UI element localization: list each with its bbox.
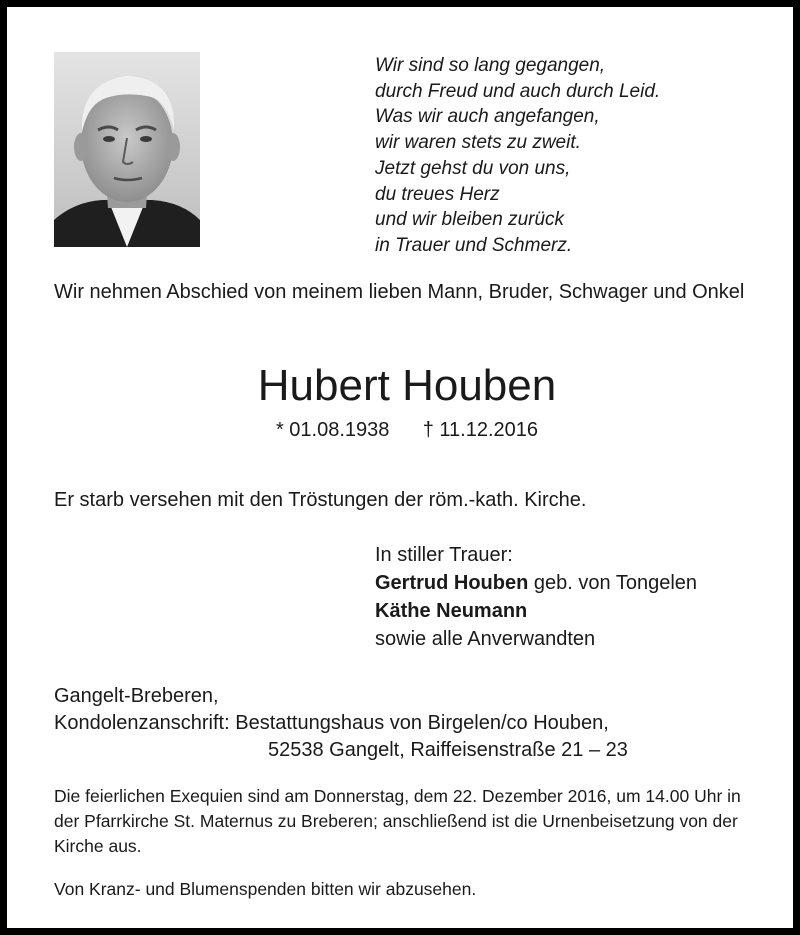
sacrament-note: Er starb versehen mit den Tröstungen der röm.-kath. Kirche. — [54, 489, 587, 511]
death-date: † 11.12.2016 — [422, 419, 539, 441]
poem-line: Was wir auch angefangen, — [375, 106, 600, 128]
poem-line: wir waren stets zu zweit. — [375, 132, 581, 154]
portrait-image — [54, 52, 200, 247]
mourners-block — [375, 541, 697, 653]
poem-line: in Trauer und Schmerz. — [375, 234, 573, 256]
flowers-note: Von Kranz- und Blumenspenden bitten wir abzusehen. — [54, 879, 477, 899]
poem-line: durch Freud und auch durch Leid. — [375, 80, 661, 102]
birth-date: * 01.08.1938 — [275, 419, 390, 441]
farewell-intro: Wir nehmen Abschied von meinem lieben Mann, Bruder, Schwager und Onkel — [54, 281, 745, 303]
life-dates — [7, 417, 800, 443]
funeral-service-note: Die feierlichen Exequien sind am Donnerstag, dem 22. Dezember 2016, um 14.00 Uhr in der Pfarrkirche St. Maternus zu Breberen; anschließend ist die Urnenbeisetzung von der Kirche aus. — [54, 786, 741, 856]
address-line-1: Bestattungshaus von Birgelen/co Houben, — [235, 712, 609, 734]
mourner-line — [375, 569, 697, 597]
mourning-heading: In stiller Trauer: — [375, 544, 513, 566]
deceased-name: Hubert Houben — [257, 361, 557, 410]
poem-line: und wir bleiben zurück — [375, 209, 565, 231]
other-relatives: sowie alle Anverwandten — [375, 628, 596, 650]
mourner-name: Gertrud Houben — [375, 572, 529, 594]
address-line — [54, 710, 628, 737]
mourner-maiden-name: geb. von Tongelen — [528, 572, 698, 594]
place-name: Gangelt-Breberen, — [54, 685, 219, 707]
poem-line: Wir sind so lang gegangen, — [375, 55, 606, 76]
condolence-address — [54, 683, 628, 764]
poem-line: Jetzt gehst du von uns, — [375, 157, 571, 179]
portrait-photo — [54, 52, 200, 247]
address-line-2: 52538 Gangelt, Raiffeisenstraße 21 – 23 — [268, 739, 628, 761]
poem-line: du treues Herz — [375, 183, 500, 205]
address-label: Kondolenzanschrift: — [54, 712, 230, 734]
mourner-name: Käthe Neumann — [375, 600, 528, 622]
poem — [375, 53, 660, 259]
